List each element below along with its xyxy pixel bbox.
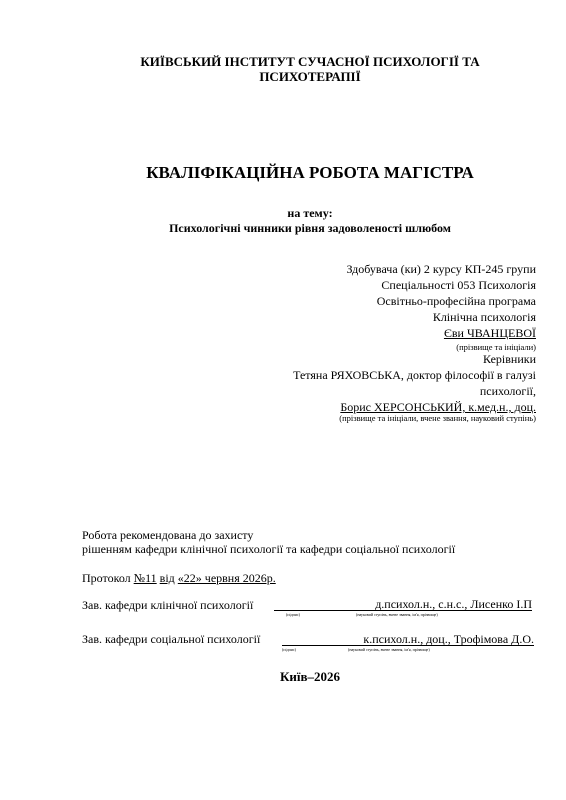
head-social-name: к.психол.н., доц., Трофімова Д.О.: [363, 632, 534, 646]
supervisors-label: Керівники: [483, 352, 536, 366]
recommendation-line-1: Робота рекомендована до захисту: [82, 528, 254, 542]
topic-label: на тему:: [287, 206, 333, 220]
head-clinical-signature-caption: (підпис): [286, 612, 301, 617]
institute-name-line-2: ПСИХОТЕРАПІЇ: [259, 69, 361, 84]
recommendation-line-2: рішенням кафедри клінічної психології та кафедри соціальної психології: [82, 542, 456, 556]
supervisor-1-line-2: психології,: [479, 384, 536, 398]
institute-name-line-1: КИЇВСЬКИЙ ІНСТИТУТ СУЧАСНОЇ ПСИХОЛОГІЇ ТА: [140, 54, 480, 69]
head-social-name-caption: (науковий ступінь, вчене звання, ім'я, прізвище): [348, 647, 430, 652]
head-clinical-name-caption: (науковий ступінь, вчене звання, ім'я, прізвище): [356, 612, 438, 617]
protocol-line: [82, 571, 276, 586]
author-program: Освітньо-професійна програма: [376, 294, 536, 308]
protocol-date: «22» червня 2026р.: [177, 571, 276, 585]
protocol-from: від: [159, 571, 175, 585]
supervisors-caption: (прізвище та ініціали, вчене звання, науковий ступінь): [339, 413, 536, 423]
head-clinical-name: д.психол.н., с.н.с., Лисенко І.П: [375, 597, 532, 611]
author-name: Єви ЧВАНЦЕВОЇ: [443, 326, 536, 340]
city-year: Київ–2026: [279, 669, 341, 684]
document-title: КВАЛІФІКАЦІЙНА РОБОТА МАГІСТРА: [146, 163, 474, 182]
head-social-signature-caption: (підпис): [282, 647, 297, 652]
author-program-name: Клінічна психологія: [432, 310, 536, 324]
author-course-group: Здобувача (ки) 2 курсу КП-245 групи: [346, 262, 536, 276]
head-social-label: Зав. кафедри соціальної психології: [82, 632, 261, 646]
protocol-number: №11: [133, 571, 157, 585]
protocol-label: Протокол: [82, 571, 131, 585]
author-specialty: Спеціальності 053 Психологія: [381, 278, 536, 292]
supervisor-1-line-1: Тетяна РЯХОВСЬКА, доктор філософії в галузі: [293, 368, 536, 382]
supervisor-2: Борис ХЕРСОНСЬКИЙ, к.мед.н., доц.: [340, 400, 536, 414]
head-clinical-label: Зав. кафедри клінічної психології: [82, 598, 254, 612]
author-name-caption: (прізвище та ініціали): [456, 342, 536, 352]
topic-text: Психологічні чинники рівня задоволеності шлюбом: [169, 221, 451, 235]
